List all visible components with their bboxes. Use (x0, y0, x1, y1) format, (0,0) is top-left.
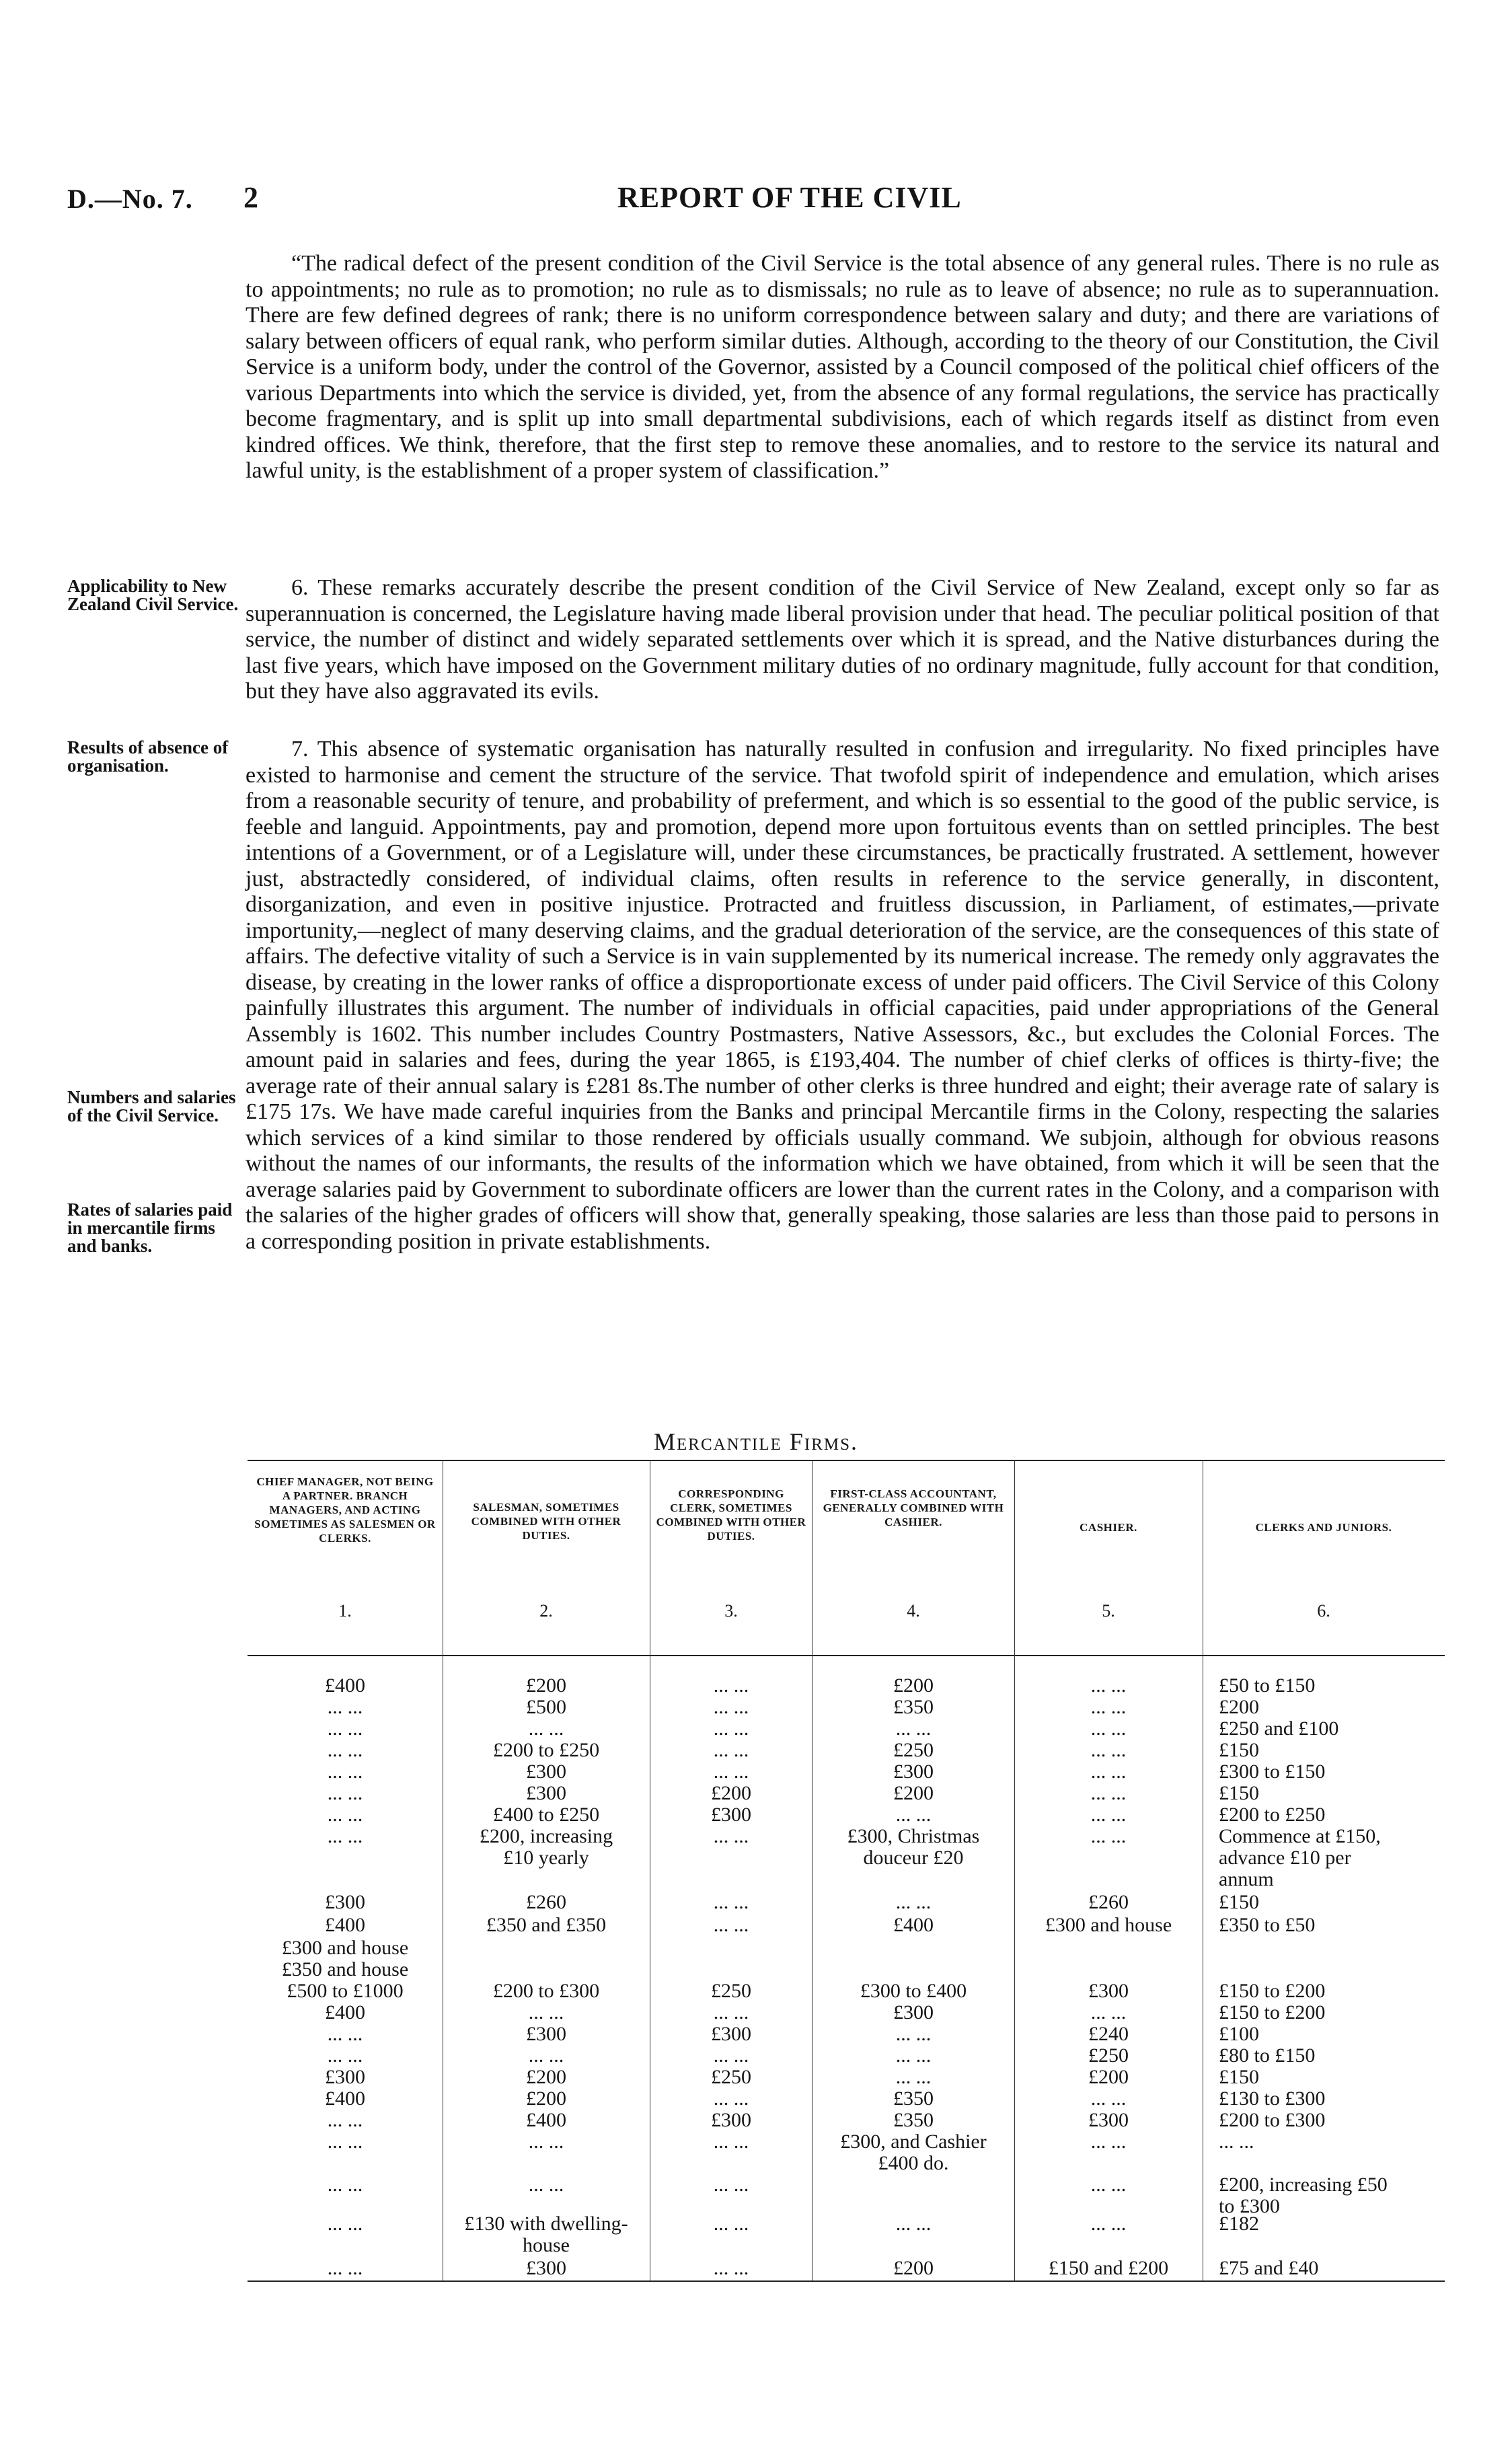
table-cell: £400 (325, 1914, 365, 1936)
table-title: Mercantile Firms. (653, 1428, 859, 1455)
table-cell: £400 (526, 2109, 566, 2131)
table-row (248, 2067, 1445, 2088)
table-cell: £300 (526, 2023, 566, 2045)
table-cell: £400 (325, 2001, 365, 2024)
table-cell: ... ... (327, 2130, 363, 2153)
table-cell: ... ... (713, 2001, 749, 2024)
table-cell: £200 (1088, 2066, 1129, 2088)
margin-note-rates: Rates of salaries paid in mercantile firms and banks. (67, 1199, 233, 1256)
table-cell: £240 (1088, 2023, 1129, 2045)
column-number: 6. (1317, 1601, 1330, 1621)
table-cell: £260 (526, 1891, 566, 1913)
table-cell: ... ... (713, 1891, 749, 1913)
table-cell: £182 (1219, 2213, 1259, 2235)
column-number: 2. (539, 1601, 553, 1621)
table-cell: £300 (711, 2023, 751, 2045)
table-row (248, 2045, 1445, 2067)
column-header-6: CLERKS AND JUNIORS. (1255, 1521, 1392, 1534)
table-row (248, 2002, 1445, 2024)
column-header-1: CHIEF MANAGER, NOT BEING A PARTNER. BRANCH MANAGERS, AND ACTING SOMETIMES AS SALESMEN OR CLERKS. (254, 1475, 436, 1545)
table-cell: £350 and £350 (486, 1914, 607, 1936)
table-cell: ... ... (528, 2001, 564, 2024)
table-cell: ... ... (895, 2066, 932, 2088)
table-cell: ... ... (1090, 1696, 1127, 1718)
table-cell: £300 (1088, 2109, 1129, 2131)
table-row (248, 2130, 1445, 2174)
table-cell: ... ... (1090, 2087, 1127, 2110)
table-row (248, 1825, 1445, 1890)
column-header-2: SALESMAN, SOMETIMES COMBINED WITH OTHER DUTIES. (471, 1501, 621, 1542)
table-cell: £200 (893, 1674, 934, 1697)
table-cell: ... ... (713, 2044, 749, 2067)
table-cell: £350 to £50 (1219, 1914, 1316, 1936)
table-cell: ... ... (327, 1696, 363, 1718)
series-label: D.—No. 7. (67, 184, 193, 214)
table-cell: ... ... (1090, 1717, 1127, 1740)
table-row (248, 1915, 1445, 1936)
table-cell: £400 (325, 1674, 365, 1697)
margin-note-applicability: Applicability to New Zealand Civil Service. (67, 576, 239, 614)
table-cell: ... ... (895, 2213, 932, 2235)
table-cell: ... ... (1090, 2130, 1127, 2153)
table-cell: ... ... (1090, 1674, 1127, 1697)
table-cell: £150 and £200 (1048, 2257, 1169, 2279)
paragraph-6-text: 6. These remarks accurately describe the present condition of the Civil Service of New Zealand, except only so far as superannuation is concerned, the Legislature having made liberal provision under that head. The peculiar political position of that service, the number of distinct and widely separated settlements over which it is spread, and the Native disturbances during the last five years, which have imposed on the Government military duties of no ordinary magnitude, fully account for that condition, but they have also aggravated its evils. (245, 575, 1439, 704)
table-cell: £250 (711, 2066, 751, 2088)
table-row (248, 1892, 1445, 1913)
column-header-4: FIRST-CLASS ACCOUNTANT, GENERALLY COMBINED WITH CASHIER. (823, 1487, 1004, 1528)
table-cell: £300, Christmas douceur £20 (847, 1825, 980, 1869)
table-cell: £350 (893, 2087, 934, 2110)
table-cell: ... ... (713, 1674, 749, 1697)
table-cell: ... ... (528, 2174, 564, 2196)
table-cell: £250 (893, 1739, 934, 1761)
table-cell: ... ... (713, 1696, 749, 1718)
table-cell: ... ... (327, 1825, 363, 1847)
column-divider (1014, 1460, 1015, 2280)
table-cell: £350 and house (281, 1958, 409, 1980)
table-row (248, 2110, 1445, 2131)
column-number: 1. (338, 1601, 352, 1621)
table-row (248, 1804, 1445, 1826)
table-cell: ... ... (895, 1717, 932, 1740)
quote-text: “The radical defect of the present condition of the Civil Service is the total absence of any general rules. There is no rule as to appointments; no rule as to promotion; no rule as to dismissals; no rule as to leave of absence; no rule as to superannuation. There are few defined degrees of rank; there is no uniform correspondence between salary and duty; and there are variations of salary between officers of equal rank, who perform similar duties. Although, according to the theory of our Constitution, the Civil Service is a uniform body, under the control of the Governor, assisted by a Council composed of the political chief officers of the various Departments into which the service is divided, yet, from the absence of any formal regulations, the service has practically become fragmentary, and is split up into small departmental subdivisions, each of which regards itself as distinct from even kindred offices. We think, therefore, that the first step to remove these anomalies, and to restore to the service its natural and lawful unity, is the establishment of a proper system of classification.” (245, 251, 1439, 483)
table-cell: £200 to £250 (1219, 1804, 1326, 1826)
table-cell: £500 (526, 1696, 566, 1718)
table-cell: ... ... (713, 1739, 749, 1761)
table-cell: £300 (893, 1760, 934, 1783)
column-number: 4. (907, 1601, 920, 1621)
table-cell: Commence at £150, advance £10 per annum (1219, 1825, 1381, 1890)
column-number: 5. (1102, 1601, 1115, 1621)
table-cell: ... ... (713, 1717, 749, 1740)
table-cell: ... ... (528, 2130, 564, 2153)
table-cell: £150 (1219, 1739, 1259, 1761)
table-cell: ... ... (327, 2109, 363, 2131)
column-number: 3. (724, 1601, 738, 1621)
table-cell: ... ... (1090, 1760, 1127, 1783)
table-row (248, 1697, 1445, 1718)
table-cell: £300 (526, 1782, 566, 1804)
table-cell: ... ... (895, 2023, 932, 2045)
table-cell: ... ... (1219, 2130, 1254, 2153)
table-cell: £300 (893, 2001, 934, 2024)
margin-note-numbers: Numbers and salaries of the Civil Service. (67, 1087, 236, 1125)
table-row (248, 2088, 1445, 2110)
table-bottom-rule (248, 2280, 1445, 2282)
table-cell: ... ... (1090, 1825, 1127, 1847)
table-cell: £200 (893, 2257, 934, 2279)
table-row (248, 1718, 1445, 1740)
table-cell: ... ... (528, 1717, 564, 1740)
table-cell: ... ... (327, 1804, 363, 1826)
table-cell: £75 and £40 (1219, 2257, 1319, 2279)
table-cell: £200 to £250 (492, 1739, 600, 1761)
table-cell: £350 (893, 1696, 934, 1718)
table-row (248, 1959, 1445, 1980)
table-cell: ... ... (1090, 1782, 1127, 1804)
paragraph-7-text: 7. This absence of systematic organisation has naturally resulted in confusion and irregularity. No fixed principles have existed to harmonise and cement the structure of the service. That twofold spirit of independence and emulation, which arises from a reasonable security of tenure, and probability of preferment, and which is so essential to the good of the public service, is feeble and languid. Appointments, pay and promotion, depend more upon fortuitous events than on settled principles. The best intentions of a Government, or of a Legislature will, under these circumstances, be practically frustrated. A settlement, however just, abstractedly considered, of individual claims, often results in reference to the service generally, in discontent, disorganization, and even in positive injustice. Protracted and fruitless discussion, in Parliament, of estimates,—private importunity,—neglect of many deserving claims, and the gradual deterioration of the service, are the consequences of this state of affairs. The defective vitality of such a Service is in vain supplemented by its numerical increase. The remedy only aggravates the disease, by creating in the lower ranks of office a disproportionate excess of under paid officers. The Civil Service of this Colony painfully illustrates this argument. The number of individuals in official capacities, paid under appropriations of the General Assembly is 1602. This number includes Country Postmasters, Native Assessors, &c., but excludes the Colonial Forces. The amount paid in salaries and fees, during the year 1865, is £193,404. The number of chief clerks of offices is thirty-five; the average rate of their annual salary is £281 8s.The number of other clerks is three hundred and eight; their average rate of salary is £175 17s. We have made careful inquiries from the Banks and principal Mercantile firms in the Colony, respecting the salaries which services of a kind similar to those rendered by officials usually command. We subjoin, although for obvious reasons without the names of our informants, the results of the information which we have obtained, from which it will be seen that the average salaries paid by Government to subordinate officers are lower than the current rates in the Colony, and a comparison with the salaries of the higher grades of officers will show that, generally speaking, those salaries are less than those paid to persons in a corresponding position in private establishments. (245, 737, 1439, 1254)
table-row (248, 2213, 1445, 2256)
page-title: REPORT OF THE CIVIL (617, 181, 962, 214)
table-cell: ... ... (1090, 2001, 1127, 2024)
table-cell: £150 (1219, 1891, 1259, 1913)
table-cell: £200 (526, 2087, 566, 2110)
table-cell: ... ... (1090, 1804, 1127, 1826)
table-cell: £80 to £150 (1219, 2044, 1316, 2067)
table-cell: £300 to £150 (1219, 1760, 1326, 1783)
table-cell: £500 to £1000 (287, 1980, 404, 2002)
table-row (248, 1783, 1445, 1804)
table-cell: ... ... (713, 1760, 749, 1783)
table-cell: ... ... (1090, 2174, 1127, 2196)
table-cell: £300 (711, 1804, 751, 1826)
table-cell: £300 (1088, 1980, 1129, 2002)
quoted-passage (245, 251, 1439, 484)
table-cell: ... ... (713, 1825, 749, 1847)
table-cell: £300 and house (281, 1937, 409, 1959)
table-cell: £200, increasing £50 to £300 (1219, 2174, 1388, 2217)
paragraph-6 (245, 575, 1439, 705)
table-cell: ... ... (713, 2087, 749, 2110)
table-cell: £150 (1219, 1782, 1259, 1804)
table-cell: ... ... (327, 2044, 363, 2067)
table-cell: £250 (711, 1980, 751, 2002)
table-row (248, 2258, 1445, 2279)
table-cell: ... ... (327, 1739, 363, 1761)
table-cell: £50 to £150 (1219, 1674, 1316, 1697)
table-cell: £150 to £200 (1219, 1980, 1326, 2002)
table-cell: ... ... (528, 2044, 564, 2067)
table-cell: £300, and Cashier £400 do. (840, 2130, 987, 2174)
table-cell: £150 (1219, 2066, 1259, 2088)
table-cell: £200, increasing £10 yearly (479, 1825, 613, 1869)
table-cell: £350 (893, 2109, 934, 2131)
table-cell: ... ... (895, 2044, 932, 2067)
table-cell: £100 (1219, 2023, 1259, 2045)
table-row (248, 2024, 1445, 2045)
margin-note-results: Results of absence of organisation. (67, 737, 229, 776)
table-row (248, 1761, 1445, 1783)
table-row (248, 2174, 1445, 2217)
table-top-rule (248, 1460, 1445, 1461)
page-number: 2 (243, 181, 258, 214)
table-cell: £400 (325, 2087, 365, 2110)
table-cell: £130 with dwelling- house (464, 2213, 628, 2256)
table-row (248, 1740, 1445, 1761)
column-header-3: CORRESPONDING CLERK, SOMETIMES COMBINED WITH OTHER DUTIES. (656, 1487, 806, 1543)
table-cell: £400 to £250 (492, 1804, 600, 1826)
table-cell: ... ... (713, 2257, 749, 2279)
table-cell: £200 (1219, 1696, 1259, 1718)
table-cell: £260 (1088, 1891, 1129, 1913)
table-header-rule (248, 1655, 1445, 1656)
table-cell: £150 to £200 (1219, 2001, 1326, 2024)
table-cell: £300 to £400 (860, 1980, 967, 2002)
table-cell: £200 (526, 1674, 566, 1697)
table-cell: ... ... (1090, 2213, 1127, 2235)
table-cell: £250 (1088, 2044, 1129, 2067)
table-cell: £300 (526, 1760, 566, 1783)
table-cell: ... ... (327, 1760, 363, 1783)
table-cell: £250 and £100 (1219, 1717, 1339, 1740)
table-row (248, 1980, 1445, 2002)
table-cell: ... ... (713, 2213, 749, 2235)
table-cell: £200 to £300 (492, 1980, 600, 2002)
table-cell: £400 (893, 1914, 934, 1936)
table-cell: ... ... (1090, 1739, 1127, 1761)
table-cell: £300 (526, 2257, 566, 2279)
table-cell: ... ... (327, 1782, 363, 1804)
table-cell: ... ... (895, 1804, 932, 1826)
table-cell: ... ... (327, 1717, 363, 1740)
table-cell: £200 (893, 1782, 934, 1804)
table-cell: £130 to £300 (1219, 2087, 1326, 2110)
column-header-5: CASHIER. (1080, 1521, 1137, 1534)
table-cell: £300 (325, 1891, 365, 1913)
table-cell: £200 (526, 2066, 566, 2088)
table-cell: £300 (325, 2066, 365, 2088)
table-cell: ... ... (713, 2174, 749, 2196)
table-row (248, 1675, 1445, 1697)
table-cell: £200 to £300 (1219, 2109, 1326, 2131)
table-cell: ... ... (713, 1914, 749, 1936)
table-cell: ... ... (327, 2174, 363, 2196)
table-cell: ... ... (327, 2257, 363, 2279)
table-cell: ... ... (327, 2213, 363, 2235)
paragraph-7 (245, 737, 1439, 1255)
table-cell: ... ... (327, 2023, 363, 2045)
table-cell: ... ... (713, 2130, 749, 2153)
table-cell: £300 and house (1045, 1914, 1172, 1936)
table-cell: £200 (711, 1782, 751, 1804)
table-cell: £300 (711, 2109, 751, 2131)
table-cell: ... ... (895, 1891, 932, 1913)
table-row (248, 1937, 1445, 1959)
